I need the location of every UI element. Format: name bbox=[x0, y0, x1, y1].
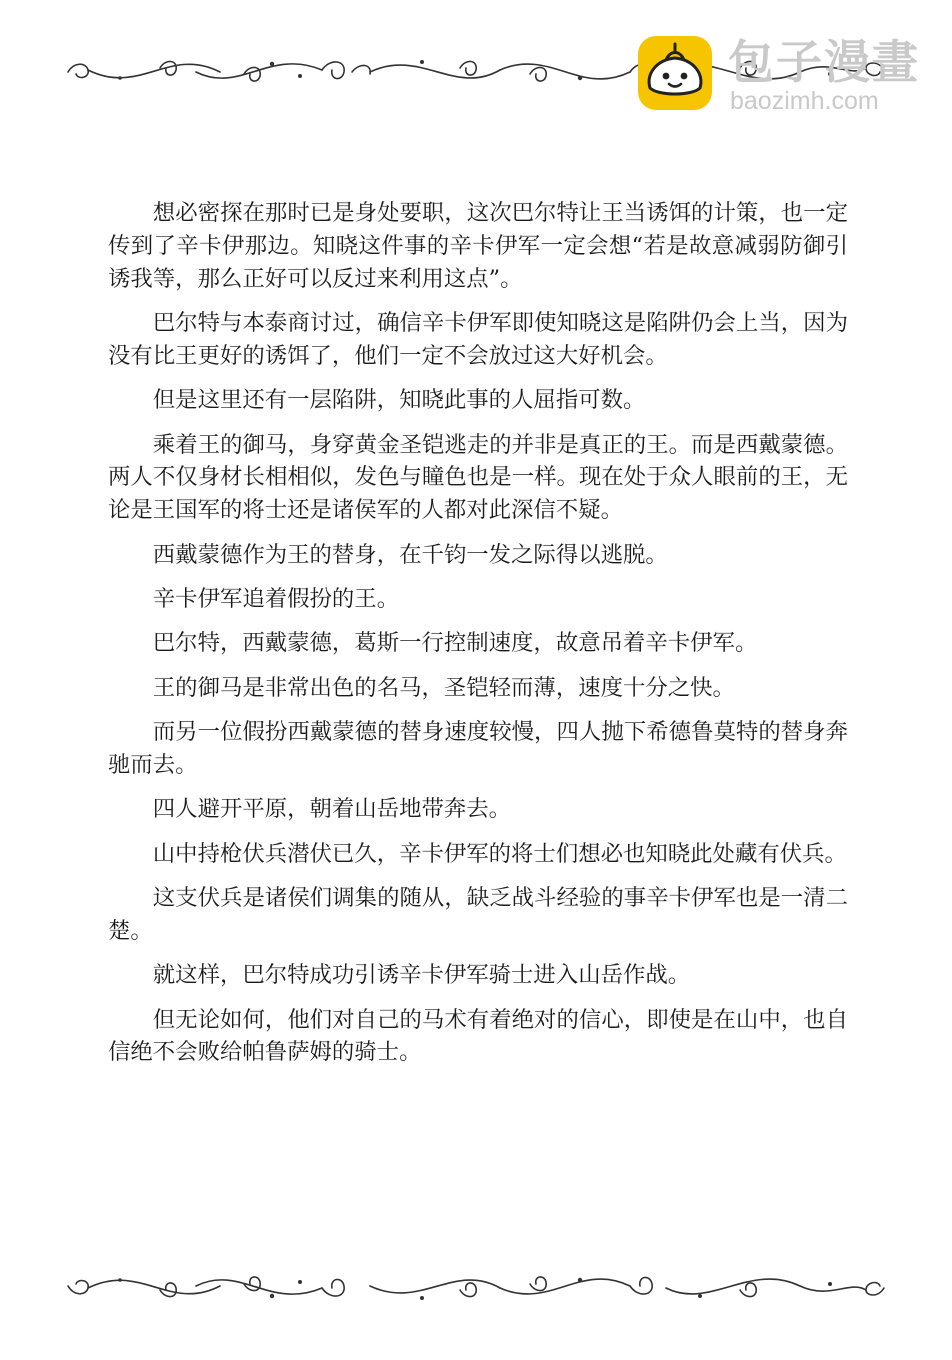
chapter-text bbox=[108, 197, 848, 1081]
paragraph: 但是这里还有一层陷阱，知晓此事的人屈指可数。 bbox=[152, 387, 646, 414]
paragraph: 乘着王的御马，身穿黄金圣铠逃走的并非是真正的王。而是西戴蒙德。两人不仅身材长相相似，发色与瞳色也是一样。现在处于众人眼前的王，无论是王国军的将士还是诸侯军的人都对此深信不疑。 bbox=[108, 431, 848, 524]
watermark-url: baozimh.com bbox=[730, 87, 879, 115]
paragraph: 但无论如何，他们对自己的马术有着绝对的信心，即使是在山中，也自信绝不会败给帕鲁萨姆的骑士。 bbox=[108, 1006, 848, 1066]
watermark-title: 包子漫畫 bbox=[728, 35, 920, 89]
paragraph: 想必密探在那时已是身处要职，这次巴尔特让王当诱饵的计策，也一定传到了辛卡伊那边。知晓这件事的辛卡伊军一定会想“若是故意减弱防御引诱我等，那么正好可以反过来利用这点”。 bbox=[108, 200, 848, 292]
paragraph: 辛卡伊军追着假扮的王。 bbox=[152, 585, 400, 612]
paragraph: 王的御马是非常出色的名马，圣铠轻而薄，速度十分之快。 bbox=[152, 674, 735, 701]
paragraph: 而另一位假扮西戴蒙德的替身速度较慢，四人抛下希德鲁莫特的替身奔驰而去。 bbox=[108, 719, 848, 778]
paragraph: 巴尔特，西戴蒙德，葛斯一行控制速度，故意吊着辛卡伊军。 bbox=[152, 630, 758, 657]
bottom-ornament-border bbox=[60, 1262, 892, 1312]
paragraph: 就这样，巴尔特成功引诱辛卡伊军骑士进入山岳作战。 bbox=[152, 962, 691, 989]
site-watermark bbox=[636, 34, 936, 114]
paragraph: 四人避开平原，朝着山岳地带奔去。 bbox=[152, 796, 512, 823]
paragraph: 巴尔特与本泰商讨过，确信辛卡伊军即使知晓这是陷阱仍会上当，因为没有比王更好的诱饵了，他们一定不会放过这大好机会。 bbox=[108, 309, 848, 369]
paragraph: 西戴蒙德作为王的替身，在千钧一发之际得以逃脱。 bbox=[152, 541, 668, 568]
paragraph: 山中持枪伏兵潜伏已久，辛卡伊军的将士们想必也知晓此处藏有伏兵。 bbox=[152, 840, 847, 867]
paragraph: 这支伏兵是诸侯们调集的随从，缺乏战斗经验的事辛卡伊军也是一清二楚。 bbox=[108, 885, 848, 944]
baozi-logo-icon bbox=[636, 34, 714, 112]
